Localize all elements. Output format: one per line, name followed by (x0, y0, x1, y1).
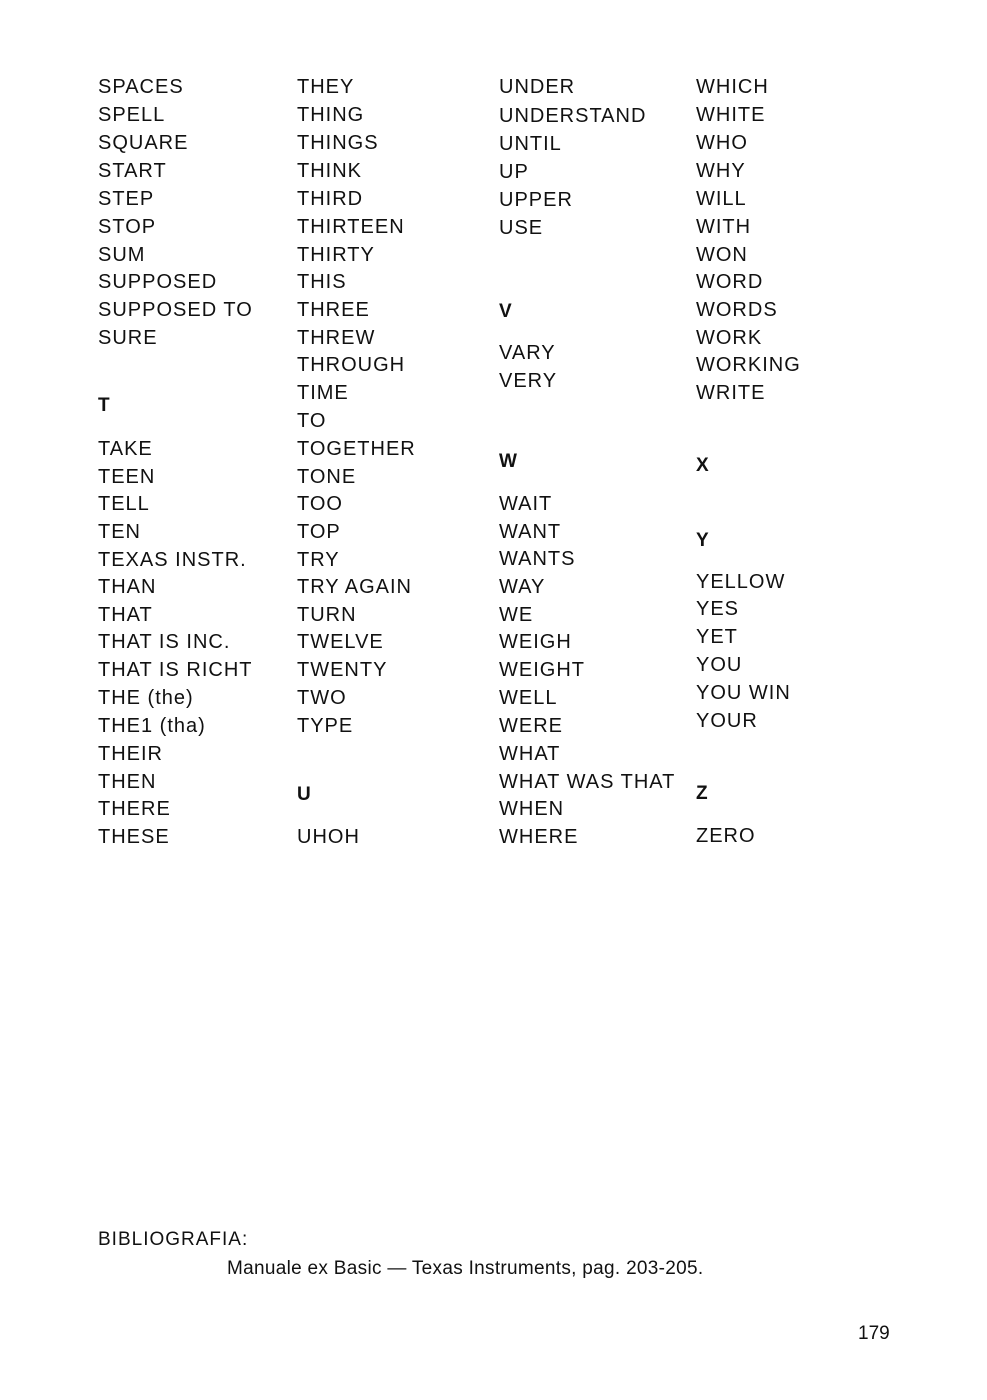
word-entry: UPPER (499, 189, 573, 211)
word-entry: YET (696, 626, 738, 648)
word-entry: WORKING (696, 354, 801, 376)
word-entry: TOP (297, 521, 341, 543)
word-entry: THERE (98, 798, 171, 820)
word-entry: UHOH (297, 826, 360, 848)
word-entry: TEEN (98, 466, 156, 488)
word-entry: WEIGHT (499, 659, 585, 681)
page-number: 179 (858, 1323, 890, 1344)
word-entry: WERE (499, 715, 563, 737)
word-entry: SUPPOSED TO (98, 299, 253, 321)
section-letter-heading: Y (696, 530, 709, 551)
word-entry: WRITE (696, 382, 766, 404)
word-entry: TEXAS INSTR. (98, 549, 247, 571)
word-entry: YOUR (696, 710, 758, 732)
word-entry: THIRTEEN (297, 216, 405, 238)
word-entry: WELL (499, 687, 558, 709)
word-entry: SPELL (98, 104, 166, 126)
bibliography-label: BIBLIOGRAFIA: (98, 1229, 249, 1250)
word-entry: STEP (98, 188, 155, 210)
word-entry: WANTS (499, 548, 576, 570)
word-entry: THING (297, 104, 365, 126)
word-entry: WORDS (696, 299, 778, 321)
word-entry: WHERE (499, 826, 579, 848)
word-entry: UP (499, 161, 529, 183)
word-entry: YOU (696, 654, 743, 676)
word-entry: WHY (696, 160, 746, 182)
section-letter-heading: V (499, 301, 512, 322)
word-entry: UNDERSTAND (499, 105, 647, 127)
word-entry: WILL (696, 188, 747, 210)
word-entry: THAN (98, 576, 157, 598)
word-entry: YES (696, 598, 740, 620)
section-letter-heading: Z (696, 783, 708, 804)
word-entry: YOU WIN (696, 682, 791, 704)
word-entry: TWO (297, 687, 347, 709)
word-entry: THEIR (98, 743, 163, 765)
word-entry: UNDER (499, 76, 576, 98)
word-entry: TIME (297, 382, 349, 404)
word-entry: TYPE (297, 715, 354, 737)
word-entry: WHO (696, 132, 748, 154)
word-entry: WHICH (696, 76, 769, 98)
word-entry: VERY (499, 370, 558, 392)
word-entry: TOO (297, 493, 343, 515)
word-entry: THEY (297, 76, 355, 98)
word-entry: THIS (297, 271, 347, 293)
word-entry: TWENTY (297, 659, 388, 681)
word-entry: TONE (297, 466, 357, 488)
word-entry: THE (the) (98, 687, 194, 709)
word-entry: THIRD (297, 188, 364, 210)
word-entry: THAT (98, 604, 153, 626)
section-letter-heading: U (297, 784, 311, 805)
word-entry: TO (297, 410, 327, 432)
word-entry: WON (696, 244, 748, 266)
section-letter-heading: T (98, 395, 110, 416)
word-entry: THIRTY (297, 244, 375, 266)
word-entry: THROUGH (297, 354, 406, 376)
word-entry: SURE (98, 327, 158, 349)
word-entry: TRY AGAIN (297, 576, 412, 598)
word-entry: WAIT (499, 493, 553, 515)
word-entry: STOP (98, 216, 157, 238)
word-entry: THINK (297, 160, 362, 182)
word-entry: WHITE (696, 104, 766, 126)
word-entry: TRY (297, 549, 340, 571)
word-entry: SUM (98, 244, 146, 266)
word-entry: THE1 (tha) (98, 715, 206, 737)
word-entry: SUPPOSED (98, 271, 218, 293)
word-entry: WHEN (499, 798, 565, 820)
word-entry: SQUARE (98, 132, 189, 154)
word-entry: THREW (297, 327, 376, 349)
section-letter-heading: W (499, 451, 517, 472)
word-entry: THEN (98, 771, 157, 793)
word-entry: SPACES (98, 76, 184, 98)
word-entry: UNTIL (499, 133, 562, 155)
word-entry: WITH (696, 216, 752, 238)
word-entry: VARY (499, 342, 556, 364)
word-entry: THESE (98, 826, 170, 848)
word-entry: START (98, 160, 167, 182)
word-entry: YELLOW (696, 571, 786, 593)
word-entry: WHAT (499, 743, 561, 765)
word-entry: WAY (499, 576, 546, 598)
word-entry: ZERO (696, 825, 756, 847)
word-entry: USE (499, 217, 544, 239)
word-entry: TEN (98, 521, 141, 543)
word-entry: TWELVE (297, 631, 384, 653)
word-entry: WORD (696, 271, 764, 293)
word-entry: TAKE (98, 438, 153, 460)
bibliography-reference: Manuale ex Basic — Texas Instruments, pag. 203-205. (227, 1258, 704, 1279)
word-entry: WORK (696, 327, 763, 349)
word-entry: TOGETHER (297, 438, 416, 460)
word-entry: THREE (297, 299, 370, 321)
word-entry: TELL (98, 493, 150, 515)
word-entry: WHAT WAS THAT (499, 771, 676, 793)
word-entry: THAT IS RICHT (98, 659, 253, 681)
word-entry: THAT IS INC. (98, 631, 231, 653)
word-entry: WEIGH (499, 631, 572, 653)
word-entry: TURN (297, 604, 357, 626)
section-letter-heading: X (696, 455, 709, 476)
word-entry: WE (499, 604, 534, 626)
word-entry: WANT (499, 521, 562, 543)
word-entry: THINGS (297, 132, 379, 154)
